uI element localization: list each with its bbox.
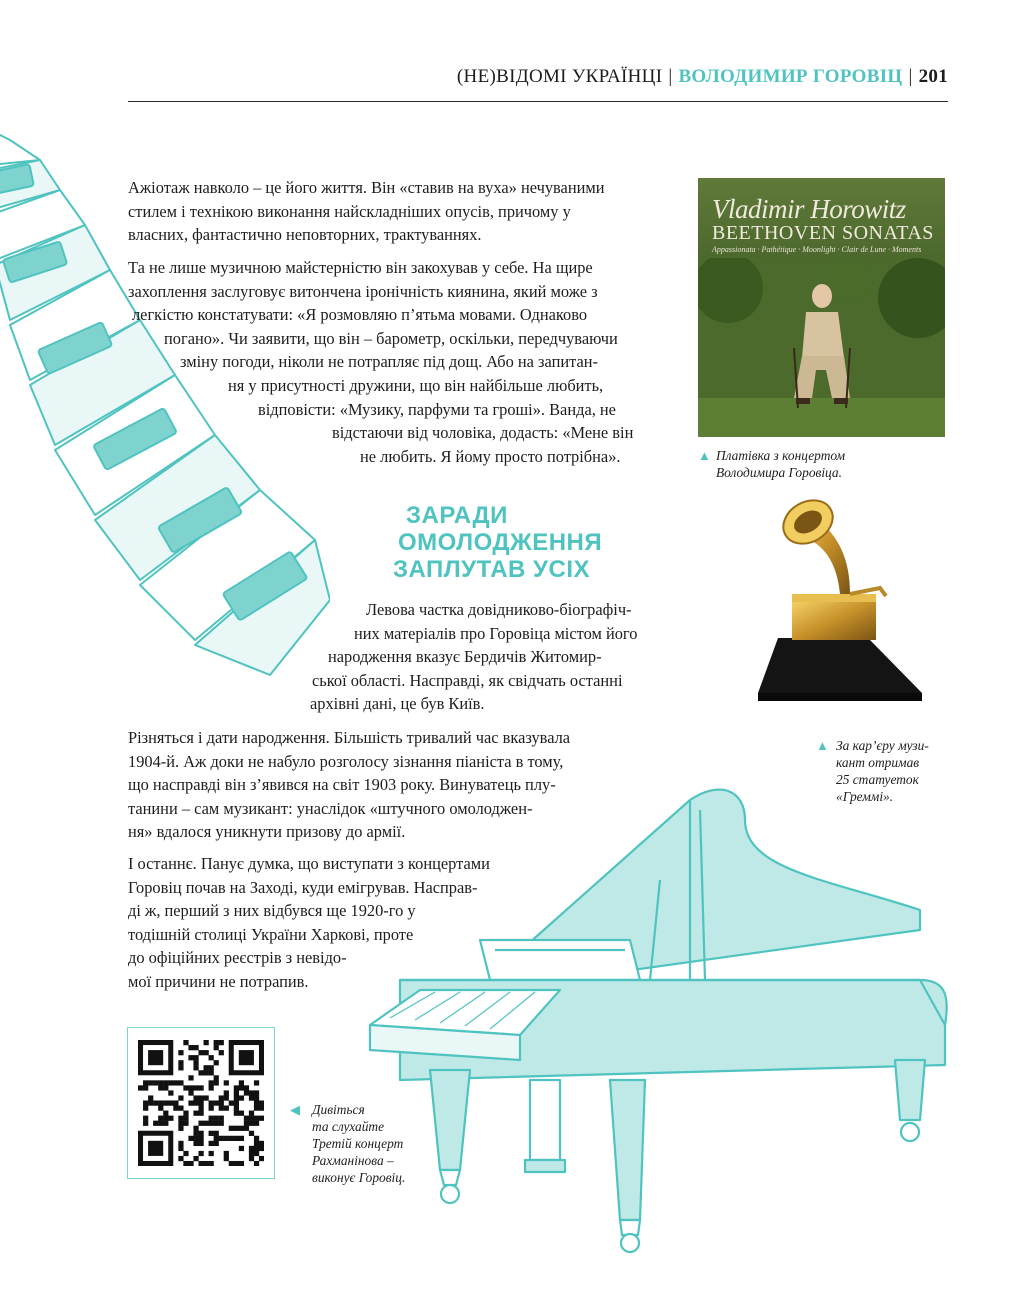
text-line: Різняться і дати народження. Більшість тривалий час вказувала: [128, 728, 571, 747]
text-line: до офіційних реєстрів з невідо-: [128, 948, 347, 968]
text-line: мої причини не потрапив.: [128, 971, 309, 991]
paragraph-3: [288, 598, 680, 716]
text-line: відстаючи від чоловіка, додасть: «Мене він: [332, 423, 634, 443]
album-cover: [698, 178, 945, 437]
caption-line: кант отримав: [836, 755, 920, 770]
album-tracks: Appassionata · Pathétique · Moonlight · Clair de Lune · Moments: [712, 245, 922, 254]
text-line: них матеріалів про Горовіца містом його: [354, 623, 638, 643]
text-line: ської області. Насправді, як свідчать останні: [312, 670, 623, 690]
text-line: Та не лише музичною майстерністю він закохував у себе. На щире: [128, 258, 593, 277]
caption-line: За кар’єру музи-: [836, 738, 929, 753]
text-line: Левова частка довідниково-біографіч-: [366, 600, 632, 619]
text-line: ня» вдалося уникнути призову до армії.: [128, 822, 406, 842]
text-line: тодішній столиці України Харкові, проте: [128, 924, 414, 944]
running-head: [380, 66, 948, 88]
caption-line: Рахманінова –: [312, 1153, 394, 1168]
album-subtitle: BEETHOVEN SONATAS: [712, 222, 934, 244]
text-line: стилем і технікою виконання найскладніших опусів, причому у: [128, 201, 571, 221]
paragraph-4: [128, 726, 688, 844]
text-line: ня у присутності дружини, що він найбільше любить,: [228, 375, 604, 395]
person-name: ВОЛОДИМИР ГОРОВІЦ: [678, 66, 903, 87]
text-line: Горовіц почав на Заході, куди емігрував. Насправ-: [128, 877, 478, 897]
text-line: архівні дані, це був Київ.: [310, 694, 485, 714]
album-photo: [698, 258, 945, 437]
triangle-left-icon: ◀: [290, 1102, 300, 1117]
text-line: І останнє. Панує думка, що виступати з концертами: [128, 854, 490, 873]
text-line: 1904-й. Аж доки не набуло розголосу зізнання піаніста в тому,: [128, 751, 564, 771]
caption-line: 25 статуеток: [836, 772, 919, 787]
heading-line: ОМОЛОДЖЕННЯ: [398, 529, 603, 556]
text-line: захоплення заслуговує витончена іронічність киянина, який може з: [128, 281, 598, 301]
text-line: танини – сам музикант: унаслідок «штучного омолоджен-: [128, 798, 533, 818]
caption-line: Дивіться: [312, 1102, 365, 1117]
paragraph-1: [128, 176, 680, 247]
text-line: відповісти: «Музику, парфуми та гроші». Ванда, не: [258, 399, 616, 419]
qr-caption: [290, 1101, 406, 1186]
heading-line: ЗАРАДИ: [406, 502, 508, 529]
paragraph-2: [128, 256, 680, 468]
text-line: ді ж, перший з них відбувся ще 1920-го у: [128, 901, 416, 921]
text-line: що насправді він з’явився на світ 1903 року. Винуватець плу-: [128, 775, 556, 795]
text-line: народження вказує Бердичів Житомир-: [328, 647, 602, 667]
text-line: легкістю констатувати: «Я розмовляю п’ятьма мовами. Однаково: [132, 305, 588, 325]
caption-line: Володимира Горовіца.: [716, 465, 842, 480]
header-separator-2: |: [908, 66, 913, 87]
triangle-up-icon: ▲: [816, 738, 829, 753]
header-rule: [128, 101, 948, 102]
caption-line: «Греммі».: [836, 789, 894, 804]
triangle-up-icon: ▲: [698, 448, 711, 463]
album-caption: [698, 447, 846, 481]
caption-line: Третій концерт: [312, 1136, 404, 1151]
header-separator: |: [668, 66, 673, 87]
heading-line: ЗАПЛУТАВ УСІХ: [393, 556, 590, 583]
paragraph-5: [128, 852, 568, 994]
album-title: Vladimir Horowitz: [712, 194, 906, 224]
text-line: Ажіотаж навколо – це його життя. Він «ставив на вуха» нечуваними: [128, 178, 605, 197]
caption-line: та слухайте: [312, 1119, 385, 1134]
text-line: власних, фантастично неповторних, трактуваннях.: [128, 225, 482, 245]
section-heading: [390, 502, 690, 583]
caption-line: Платівка з концертом: [716, 448, 846, 463]
text-line: не любить. Я йому просто потрібна».: [360, 446, 621, 466]
qr-code-frame[interactable]: [127, 1027, 275, 1179]
grammy-gramophone-icon: [700, 488, 945, 718]
caption-line: виконує Горовіц.: [312, 1170, 406, 1185]
page-number: 201: [918, 66, 948, 87]
text-line: зміну погоди, ніколи не потрапляє під дощ. Або на запитан-: [180, 352, 598, 372]
qr-code[interactable]: [138, 1040, 264, 1166]
text-line: погано». Чи заявити, що він – барометр, оскільки, передчуваючи: [164, 328, 618, 348]
section-title: (НЕ)ВІДОМІ УКРАЇНЦІ: [456, 66, 663, 87]
